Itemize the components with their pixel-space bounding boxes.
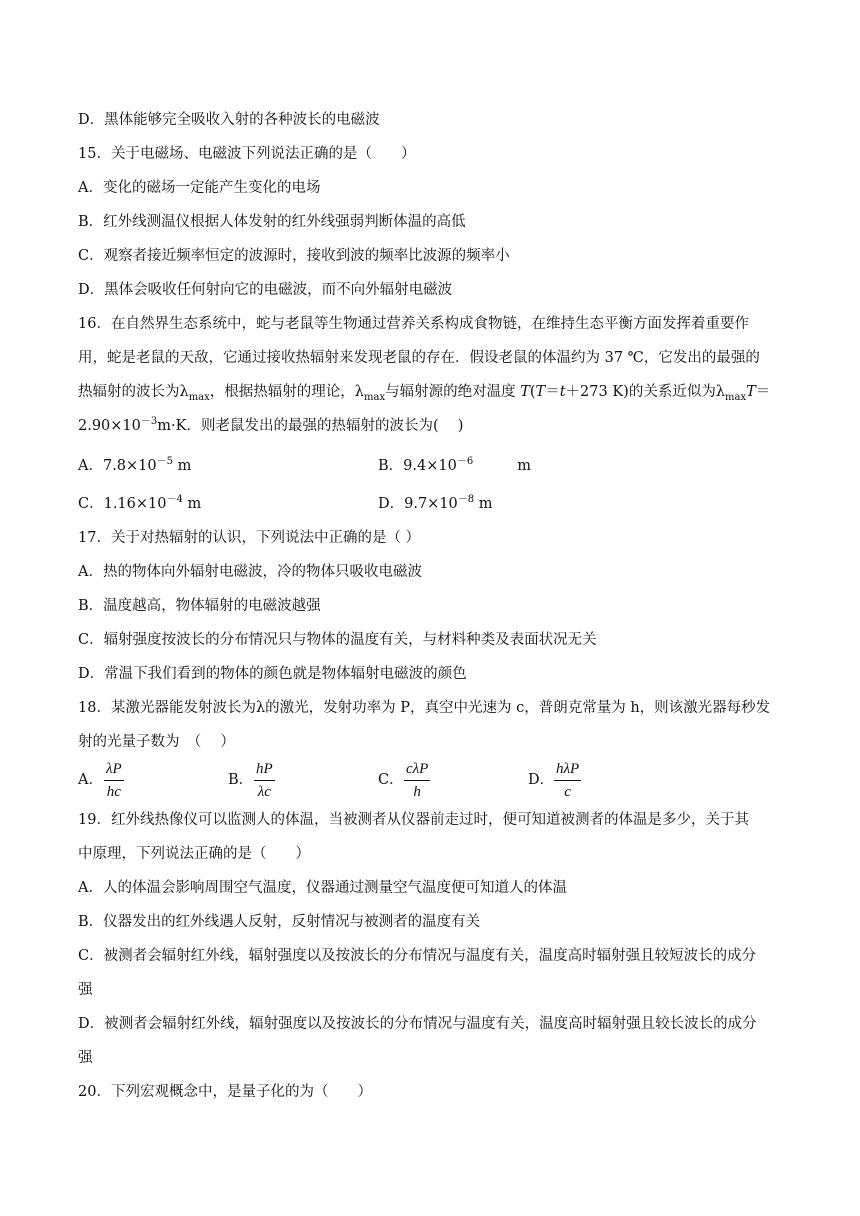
q17-option-d: D．常温下我们看到的物体的颜色就是物体辐射电磁波的颜色	[78, 666, 467, 682]
q15-stem: 15．关于电磁场、电磁波下列说法正确的是（ ）	[78, 146, 416, 162]
q15-option-a: A．变化的磁场一定能产生变化的电场	[78, 180, 321, 196]
q16-option-d: D．$9.7\times 10^{-8}$ m	[378, 494, 493, 512]
q16-stem-line2: 用，蛇是老鼠的天敌，它通过接收热辐射来发现老鼠的存在．假设老鼠的体温约为 37 ℃，它发出的最强的	[78, 350, 760, 366]
q16-option-a: A．$7.8\times 10^{-5}$ m	[78, 456, 192, 474]
q16-stem-line3: 热辐射的波长为$\lambda_{max}$，根据热辐射的理论，$\lambda_{max}$与辐射源的绝对温度 T(T＝t＋273 K)的关系近似为$\lambda_{max}T=$	[78, 384, 771, 403]
q19-option-d-line1: D．被测者会辐射红外线，辐射强度以及按波长的分布情况与温度有关，温度高时辐射强且较长波长的成分	[78, 1016, 757, 1032]
q19-stem-line2: 中原理，下列说法正确的是（ ）	[78, 846, 310, 862]
q20-stem: 20．下列宏观概念中，是量子化的为（ ）	[78, 1084, 372, 1100]
q15-option-c: C．观察者接近频率恒定的波源时，接收到波的频率比波源的频率小	[78, 248, 510, 264]
q16-option-b: B．$9.4\times 10^{-6}$ m	[378, 456, 531, 474]
q19-option-c-line2: 强	[78, 982, 93, 998]
q18-stem-line2: 射的光量子数为 （ ）	[78, 734, 235, 750]
q18-option-d-label: D．	[528, 772, 555, 788]
q16-option-c: C．$1.16\times 10^{-4}$ m	[78, 494, 202, 512]
q18-option-d-fraction: hλP c	[556, 761, 580, 800]
q16-stem-line1: 16．在自然界生态系统中，蛇与老鼠等生物通过营养关系构成食物链，在维持生态平衡方面发挥着重要作	[78, 316, 749, 332]
q16-stem-line4: $2.90\times 10^{-3}m\cdot K$．则老鼠发出的最强的热辐射的波长为( )	[78, 416, 464, 434]
q18-option-a-label: A．	[78, 772, 103, 788]
q18-option-c-fraction: cλP h	[406, 761, 429, 800]
q19-stem-line1: 19．红外线热像仪可以监测人的体温，当被测者从仪器前走过时，便可知道被测者的体温是多少，关于其	[78, 812, 749, 828]
q18-option-a-fraction: $\frac{\lambda P}{hc}$	[106, 761, 122, 800]
q19-option-a: A．人的体温会影响周围空气温度，仪器通过测量空气温度便可知道人的体温	[78, 880, 567, 896]
q15-option-b: B．红外线测温仪根据人体发射的红外线强弱判断体温的高低	[78, 214, 466, 230]
q17-option-c: C．辐射强度按波长的分布情况只与物体的温度有关，与材料种类及表面状况无关	[78, 632, 597, 648]
q19-option-d-line2: 强	[78, 1050, 93, 1066]
q17-stem: 17．关于对热辐射的认识，下列说法中正确的是（ ）	[78, 530, 421, 546]
q18-stem-line1: 18．某激光器能发射波长为λ的激光，发射功率为 P，真空中光速为 c，普朗克常量为 h，则该激光器每秒发	[78, 700, 771, 716]
q14-option-d: D．黑体能够完全吸收入射的各种波长的电磁波	[78, 112, 380, 128]
q15-option-d: D．黑体会吸收任何射向它的电磁波，而不向外辐射电磁波	[78, 282, 453, 298]
q19-option-b: B．仪器发出的红外线遇人反射，反射情况与被测者的温度有关	[78, 914, 481, 930]
q18-option-b-label: B．	[228, 772, 254, 788]
q17-option-a: A．热的物体向外辐射电磁波，冷的物体只吸收电磁波	[78, 564, 422, 580]
q18-option-c-label: C．	[378, 772, 404, 788]
q18-option-b-fraction: $\frac{hP}{\lambda c}$	[256, 761, 273, 800]
q19-option-c-line1: C．被测者会辐射红外线，辐射强度以及按波长的分布情况与温度有关，温度高时辐射强且较短波长的成分	[78, 948, 757, 964]
q17-option-b: B．温度越高，物体辐射的电磁波越强	[78, 598, 321, 614]
